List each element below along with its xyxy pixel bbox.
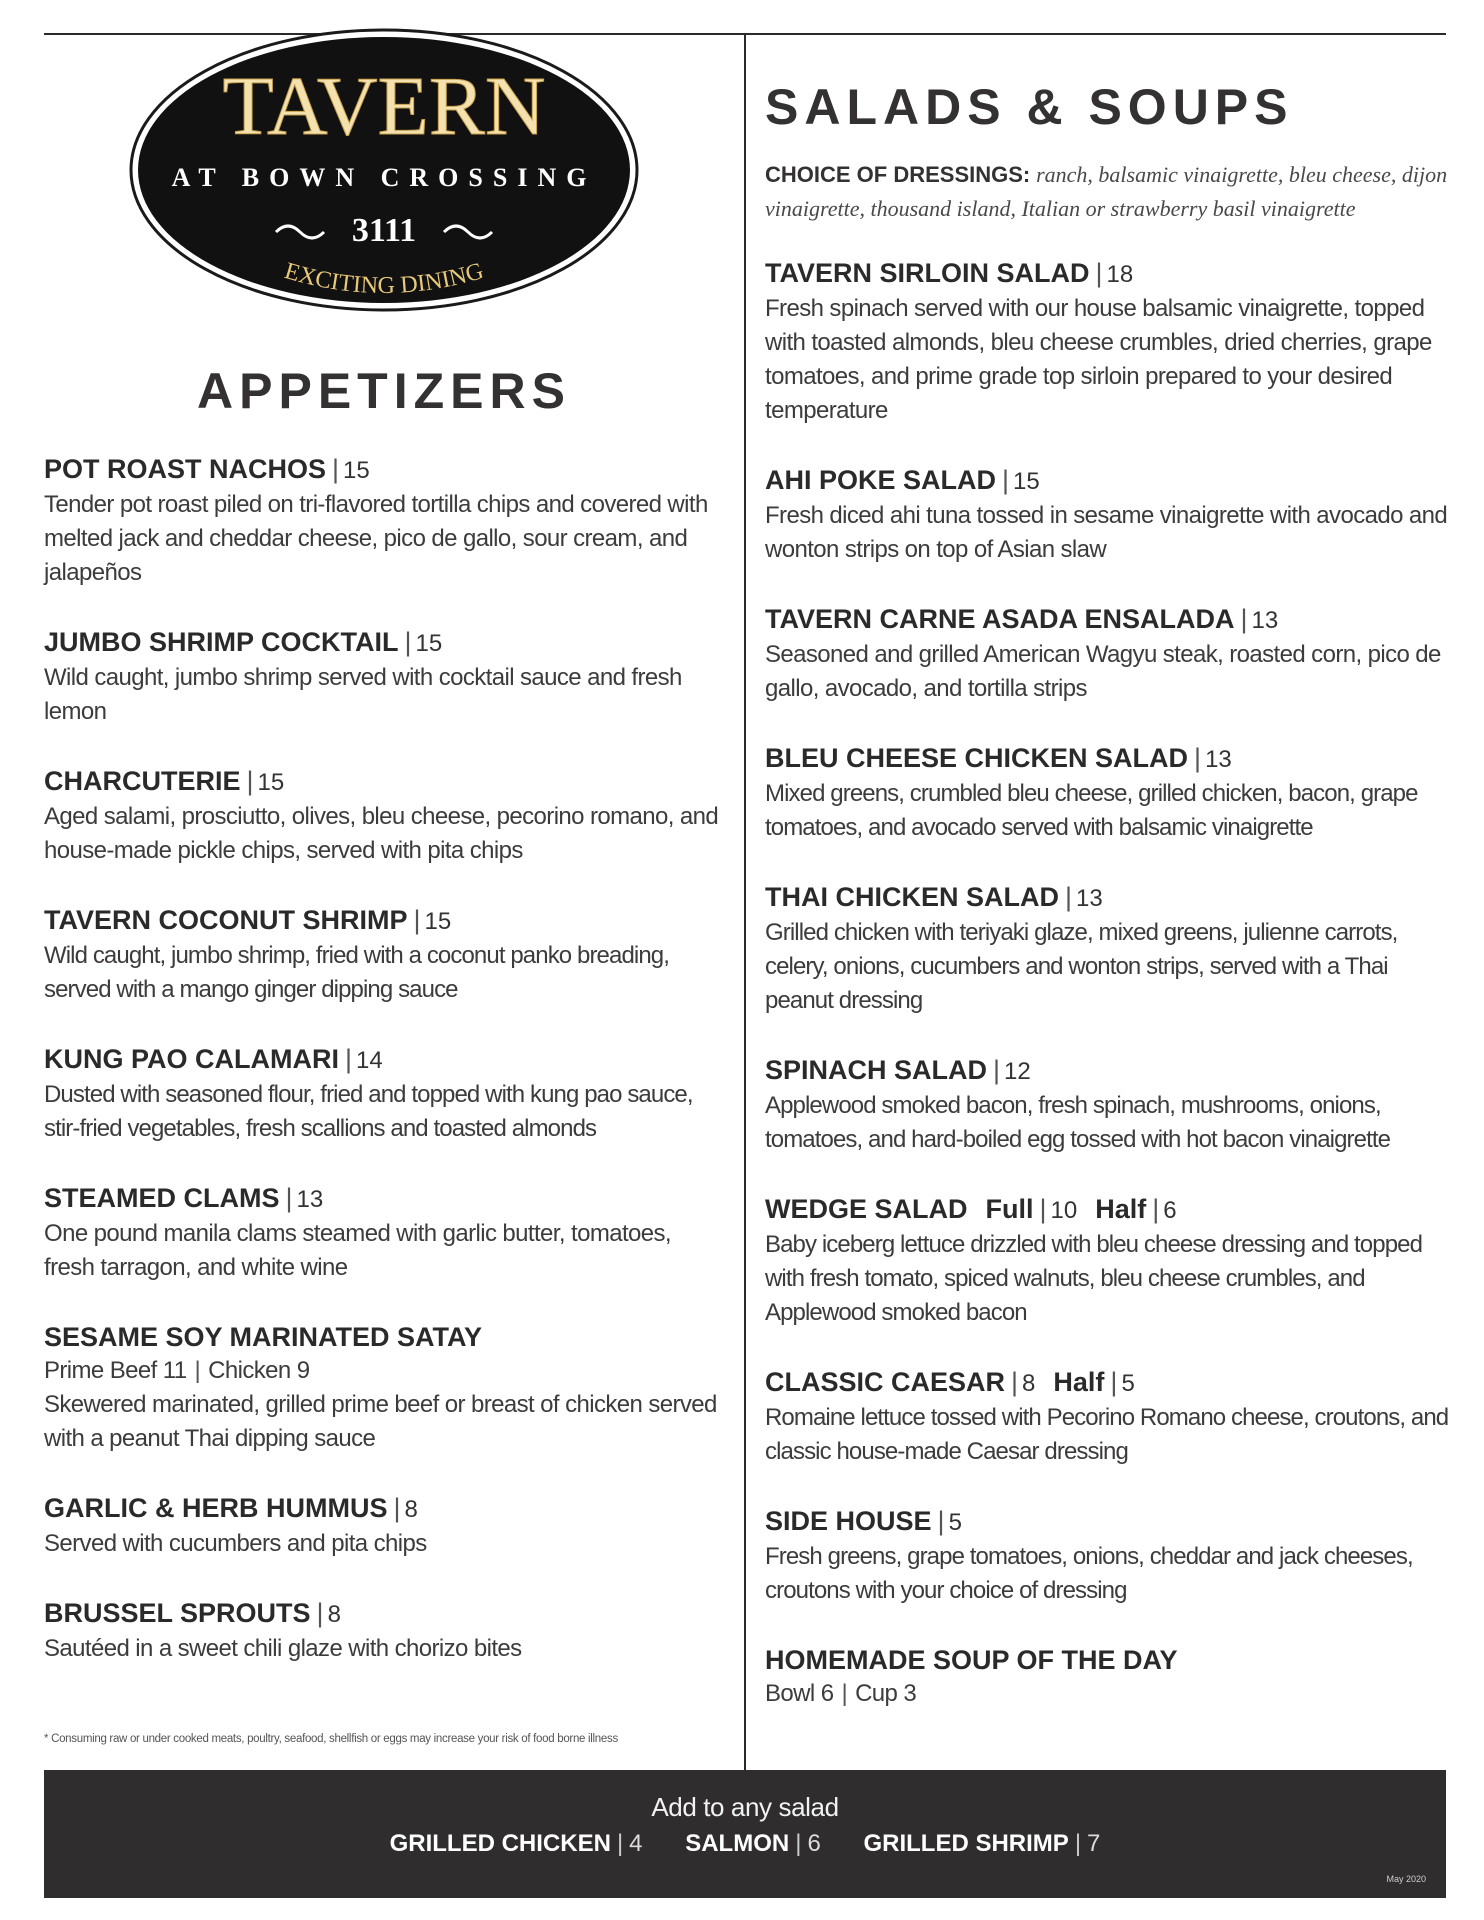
item-price: 15 [343, 457, 370, 484]
add-on-name: GRILLED SHRIMP [863, 1830, 1069, 1857]
item-description: Seasoned and grilled American Wagyu steak, roasted corn, pico de gallo, avocado, and tortilla strips [765, 641, 1441, 702]
column-divider [744, 35, 746, 1770]
item-name: GARLIC & HERB HUMMUS [44, 1493, 388, 1523]
menu-item: SIDE HOUSE | 5 Fresh greens, grape tomatoes, onions, cheddar and jack cheeses, croutons with your choice of dressing [765, 1504, 1455, 1608]
item-name: JUMBO SHRIMP COCKTAIL [44, 627, 399, 657]
item-description: Grilled chicken with teriyaki glaze, mixed greens, julienne carrots, celery, onions, cucumbers and wonton strips, served with a Thai peanut dressing [765, 919, 1398, 1014]
item-name: AHI POKE SALAD [765, 465, 997, 495]
item-price: 15 [257, 769, 285, 796]
item-name: BLEU CHEESE CHICKEN SALAD [765, 743, 1189, 773]
add-ons-banner [44, 1770, 1446, 1898]
add-on-name: GRILLED CHICKEN [389, 1830, 611, 1857]
item-price: 5 [1121, 1370, 1135, 1397]
item-price: 5 [948, 1509, 962, 1536]
item-price: 8 [327, 1601, 341, 1628]
add-on-name: SALMON [685, 1830, 790, 1857]
appetizers-list [44, 452, 724, 1701]
item-size-label: Half [1095, 1194, 1147, 1224]
menu-item: GARLIC & HERB HUMMUS | 8 Served with cucumbers and pita chips [44, 1491, 724, 1561]
item-price: 13 [1076, 885, 1103, 912]
add-on-price: 7 [1087, 1830, 1101, 1857]
item-name: STEAMED CLAMS [44, 1183, 280, 1213]
item-description: Served with cucumbers and pita chips [44, 1530, 427, 1557]
appetizers-title: APPETIZERS [197, 363, 571, 419]
item-description: Romaine lettuce tossed with Pecorino Romano cheese, croutons, and classic house-made Caesar dressing [765, 1404, 1449, 1465]
item-size-label: Full [985, 1194, 1034, 1224]
menu-item: KUNG PAO CALAMARI | 14 Dusted with seasoned flour, fried and topped with kung pao sauce, stir-fried vegetables, fresh scallions and toasted almonds [44, 1042, 724, 1146]
menu-item: HOMEMADE SOUP OF THE DAY Bowl 6 | Cup 3 [765, 1645, 1178, 1707]
item-price: 14 [356, 1047, 383, 1074]
menu-item: TAVERN SIRLOIN SALAD | 18 Fresh spinach served with our house balsamic vinaigrette, topped with toasted almonds, bleu cheese crumbles, dried cherries, grape tomatoes, and prime grade top sirloin prepared to your desired temperature [765, 256, 1455, 428]
add-ons-heading: Add to any salad [651, 1792, 839, 1822]
item-name: TAVERN CARNE ASADA ENSALADA [765, 604, 1235, 634]
item-name: SIDE HOUSE [765, 1506, 932, 1536]
item-price: 13 [1205, 746, 1232, 773]
item-name: POT ROAST NACHOS [44, 454, 327, 484]
dressings-list: ranch, balsamic vinaigrette, bleu cheese, dijon vinaigrette, thousand island, Italian or strawberry basil vinaigrette [765, 162, 1448, 221]
menu-item: JUMBO SHRIMP COCKTAIL | 15 Wild caught, jumbo shrimp served with cocktail sauce and fresh lemon [44, 625, 724, 729]
item-name: TAVERN SIRLOIN SALAD [765, 258, 1090, 288]
item-description: One pound manila clams steamed with garlic butter, tomatoes, fresh tarragon, and white wine [44, 1220, 672, 1281]
item-price: 10 [1050, 1197, 1078, 1224]
item-description: Dusted with seasoned flour, fried and topped with kung pao sauce, stir-fried vegetables, fresh scallions and toasted almonds [44, 1081, 693, 1142]
salads-section [765, 78, 1455, 1746]
add-on-price: 6 [807, 1830, 821, 1857]
item-description: Sautéed in a sweet chili glaze with chorizo bites [44, 1635, 522, 1662]
item-price: 18 [1106, 261, 1134, 288]
item-name: KUNG PAO CALAMARI [44, 1044, 339, 1074]
item-name: CHARCUTERIE [44, 766, 241, 796]
menu-item: WEDGE SALAD Full | 10 Half | 6 Baby iceberg lettuce drizzled with bleu cheese dressing and topped with fresh tomato, spiced walnuts, bleu cheese crumbles, and Applewood smoked bacon [765, 1192, 1455, 1330]
item-option: Cup 3 [855, 1680, 917, 1707]
item-name: BRUSSEL SPROUTS [44, 1598, 311, 1628]
item-size-label: Half [1053, 1367, 1105, 1397]
item-price: 13 [1251, 607, 1279, 634]
add-on-option: SALMON | 6 [685, 1830, 821, 1857]
salads-title: SALADS & SOUPS [765, 79, 1294, 135]
item-description: Fresh spinach served with our house balsamic vinaigrette, topped with toasted almonds, bleu cheese crumbles, dried cherries, grape tomatoes, and prime grade top sirloin prepared to your desired temperature [765, 295, 1432, 424]
item-name: CLASSIC CAESAR [765, 1367, 1006, 1397]
item-name: THAI CHICKEN SALAD [765, 882, 1059, 912]
item-name: SESAME SOY MARINATED SATAY [44, 1322, 483, 1352]
item-name: HOMEMADE SOUP OF THE DAY [765, 1645, 1178, 1675]
item-price: 8 [1022, 1370, 1036, 1397]
add-on-option: GRILLED SHRIMP | 7 [863, 1830, 1101, 1857]
logo-location: AT BOWN CROSSING [171, 163, 597, 192]
item-price: 13 [296, 1186, 324, 1213]
menu-item: CLASSIC CAESAR | 8 Half | 5 Romaine lettuce tossed with Pecorino Romano cheese, croutons, and classic house-made Caesar dressing [765, 1365, 1455, 1469]
add-on-price: 4 [629, 1830, 643, 1857]
menu-date: May 2020 [1386, 1874, 1426, 1884]
logo-number: 3111 [351, 212, 417, 249]
item-description: Tender pot roast piled on tri-flavored tortilla chips and covered with melted jack and cheddar cheese, pico de gallo, sour cream, and jalapeños [44, 491, 708, 586]
food-safety-disclaimer: * Consuming raw or under cooked meats, poultry, seafood, shellfish or eggs may increase your risk of food borne illness [44, 1733, 618, 1745]
item-name: WEDGE SALAD [765, 1194, 968, 1224]
menu-item: STEAMED CLAMS | 13 One pound manila clams steamed with garlic butter, tomatoes, fresh tarragon, and white wine [44, 1181, 724, 1285]
item-option: Bowl 6 [765, 1680, 834, 1707]
item-description: Wild caught, jumbo shrimp served with cocktail sauce and fresh lemon [44, 664, 682, 725]
item-description: Skewered marinated, grilled prime beef or breast of chicken served with a peanut Thai dipping sauce [44, 1391, 717, 1452]
logo-title: TAVERN [222, 60, 546, 153]
item-description: Baby iceberg lettuce drizzled with bleu cheese dressing and topped with fresh tomato, spiced walnuts, bleu cheese crumbles, and Applewood smoked bacon [765, 1231, 1423, 1326]
item-price: 6 [1163, 1197, 1177, 1224]
menu-item: AHI POKE SALAD | 15 Fresh diced ahi tuna tossed in sesame vinaigrette with avocado and wonton strips on top of Asian slaw [765, 463, 1455, 567]
item-price: 15 [415, 630, 443, 657]
item-description: Mixed greens, crumbled bleu cheese, grilled chicken, bacon, grape tomatoes, and avocado served with balsamic vinaigrette [765, 780, 1418, 841]
menu-item: SESAME SOY MARINATED SATAY Prime Beef 11 | Chicken 9 Skewered marinated, grilled prime beef or breast of chicken served with a peanut Thai dipping sauce [44, 1320, 724, 1456]
item-description: Fresh diced ahi tuna tossed in sesame vinaigrette with avocado and wonton strips on top of Asian slaw [765, 502, 1448, 563]
item-price: 8 [404, 1496, 418, 1523]
tavern-logo [128, 22, 640, 322]
add-on-option: GRILLED CHICKEN | 4 [389, 1830, 643, 1857]
menu-item: POT ROAST NACHOS | 15 Tender pot roast piled on tri-flavored tortilla chips and covered with melted jack and cheddar cheese, pico de gallo, sour cream, and jalapeños [44, 452, 724, 590]
item-description: Applewood smoked bacon, fresh spinach, mushrooms, onions, tomatoes, and hard-boiled egg tossed with hot bacon vinaigrette [765, 1092, 1391, 1153]
menu-item: THAI CHICKEN SALAD | 13 Grilled chicken with teriyaki glaze, mixed greens, julienne carrots, celery, onions, cucumbers and wonton strips, served with a Thai peanut dressing [765, 880, 1455, 1018]
menu-item: BLEU CHEESE CHICKEN SALAD | 13 Mixed greens, crumbled bleu cheese, grilled chicken, bacon, grape tomatoes, and avocado served with balsamic vinaigrette [765, 741, 1455, 845]
logo-tagline: EXCITING DINING [281, 258, 487, 300]
menu-item: BRUSSEL SPROUTS | 8 Sautéed in a sweet chili glaze with chorizo bites [44, 1596, 724, 1666]
item-option: Prime Beef 11 [44, 1357, 187, 1384]
item-option: Chicken 9 [208, 1357, 310, 1384]
item-name: TAVERN COCONUT SHRIMP [44, 905, 408, 935]
item-price: 15 [424, 908, 452, 935]
item-price: 15 [1013, 468, 1040, 495]
add-ons-row [44, 1830, 1446, 1858]
item-price: 12 [1004, 1058, 1031, 1085]
item-name: SPINACH SALAD [765, 1055, 988, 1085]
dressings-note [765, 158, 1455, 226]
menu-item: TAVERN COCONUT SHRIMP | 15 Wild caught, jumbo shrimp, fried with a coconut panko breading, served with a mango ginger dipping sauce [44, 903, 724, 1007]
menu-item: SPINACH SALAD | 12 Applewood smoked bacon, fresh spinach, mushrooms, onions, tomatoes, and hard-boiled egg tossed with hot bacon vinaigrette [765, 1053, 1455, 1157]
menu-item: CHARCUTERIE | 15 Aged salami, prosciutto, olives, bleu cheese, pecorino romano, and house-made pickle chips, served with pita chips [44, 764, 724, 868]
menu-item: TAVERN CARNE ASADA ENSALADA | 13 Seasoned and grilled American Wagyu steak, roasted corn, pico de gallo, avocado, and tortilla strips [765, 602, 1455, 706]
dressings-label: CHOICE OF DRESSINGS: [765, 162, 1031, 187]
item-description: Wild caught, jumbo shrimp, fried with a coconut panko breading, served with a mango ginger dipping sauce [44, 942, 669, 1003]
item-description: Fresh greens, grape tomatoes, onions, cheddar and jack cheeses, croutons with your choice of dressing [765, 1543, 1413, 1604]
item-description: Aged salami, prosciutto, olives, bleu cheese, pecorino romano, and house-made pickle chips, served with pita chips [44, 803, 719, 864]
